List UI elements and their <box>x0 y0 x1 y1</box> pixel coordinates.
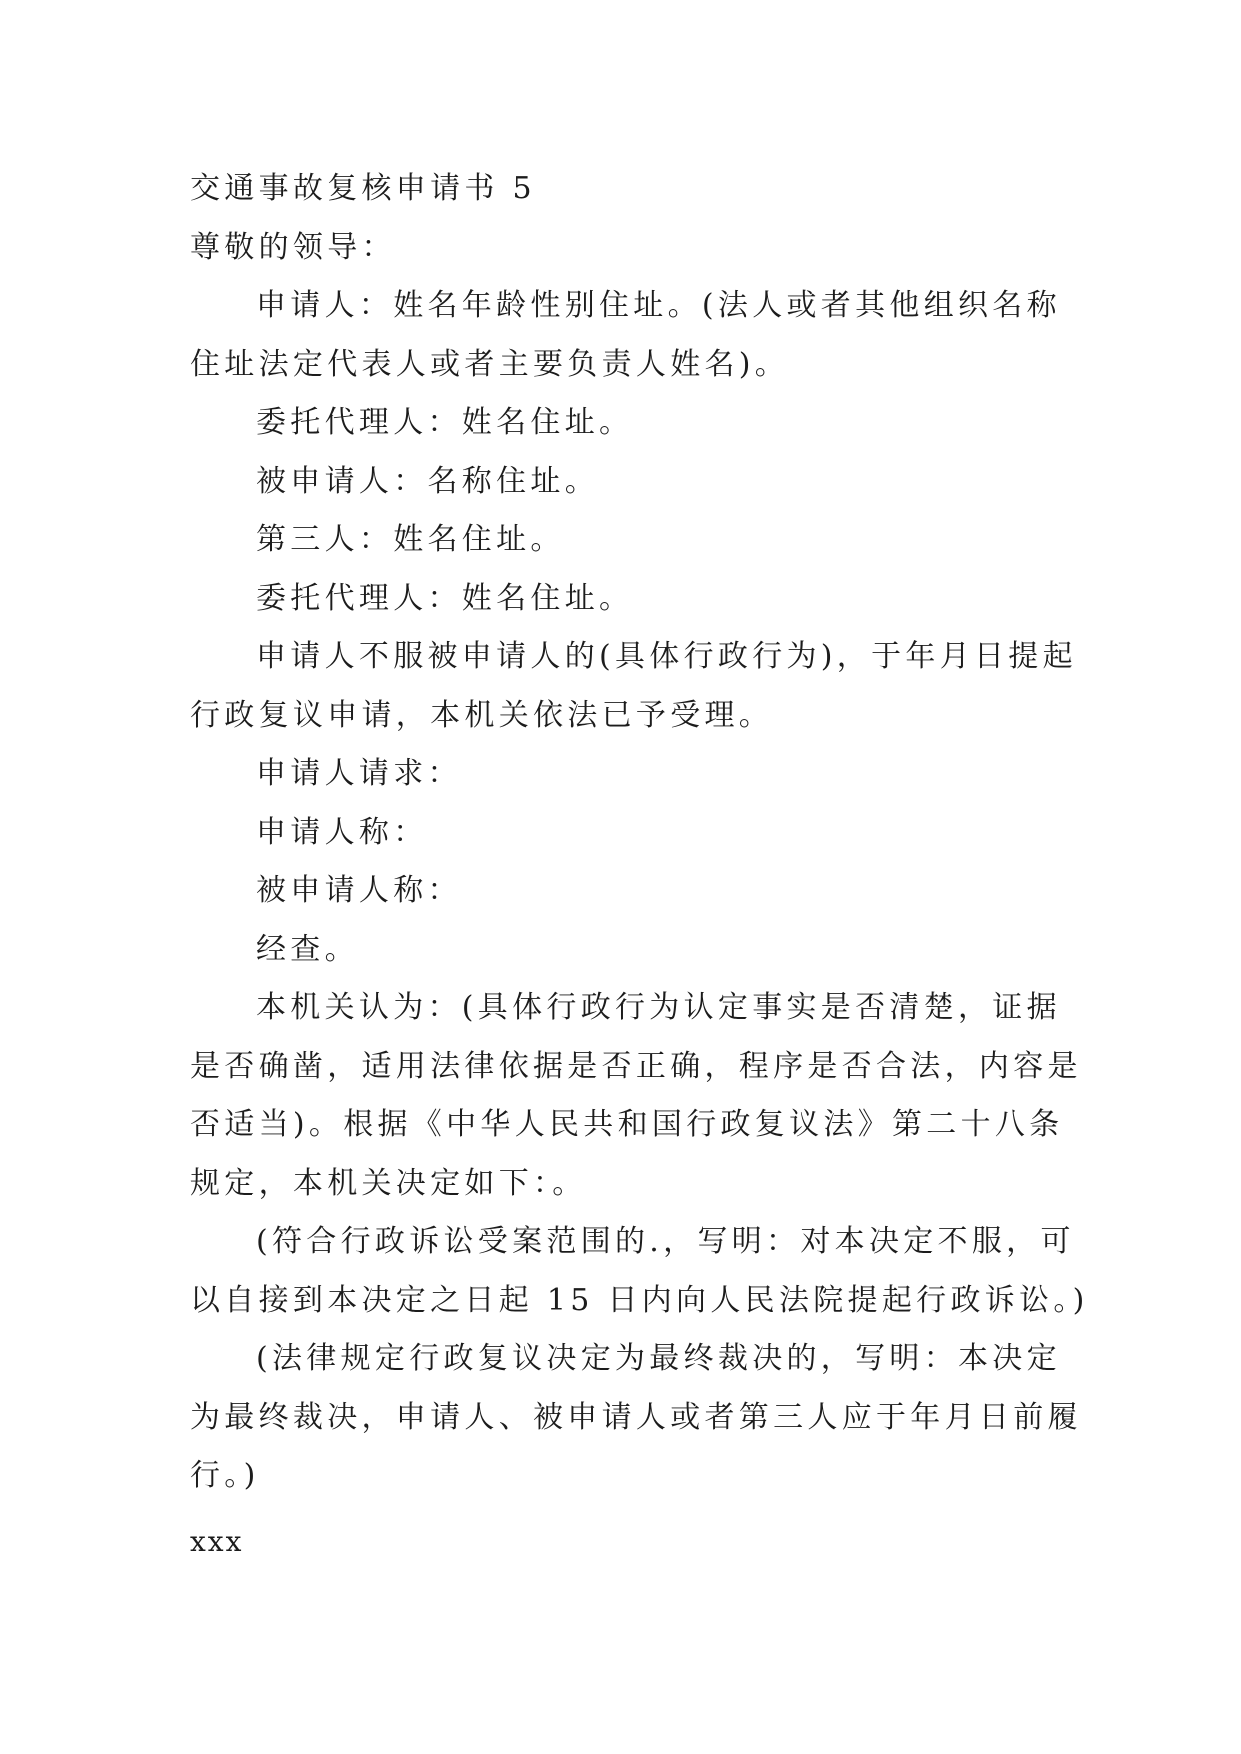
document-title: 交通事故复核申请书 5 <box>190 171 536 206</box>
third-party-line: 第三人：姓名住址。 <box>256 522 565 557</box>
agent-line: 委托代理人：姓名住址。 <box>256 405 634 440</box>
applicant-request-line: 申请人请求： <box>256 756 462 791</box>
document-body <box>190 160 1089 1562</box>
respondent-statement-line: 被申请人称： <box>256 873 462 908</box>
respondent-line: 被申请人：名称住址。 <box>256 463 599 499</box>
salutation: 尊敬的领导： <box>190 229 396 265</box>
signature: xxx <box>190 1524 244 1558</box>
litigation-note-line-1: (符合行政诉讼受案范围的.，写明：对本决定不服，可 <box>256 1224 1075 1259</box>
final-ruling-line-1: (法律规定行政复议决定为最终裁决的，写明：本决定 <box>256 1341 1061 1376</box>
applicant-statement-line: 申请人称： <box>256 814 428 850</box>
final-ruling-line-2: 为最终裁决，申请人、被申请人或者第三人应于年月日前履 <box>190 1399 1082 1435</box>
final-ruling-line-3: 行。) <box>190 1458 260 1493</box>
opinion-line-4: 规定，本机关决定如下：。 <box>190 1165 587 1201</box>
opinion-line-1: 本机关认为：(具体行政行为认定事实是否清楚，证据 <box>256 990 1061 1025</box>
agent-line-2: 委托代理人：姓名住址。 <box>256 580 634 616</box>
opinion-line-3: 否适当)。根据《中华人民共和国行政复议法》第二十八条 <box>190 1107 1064 1142</box>
case-line-1: 申请人不服被申请人的(具体行政行为)，于年月日提起 <box>256 639 1077 674</box>
case-line-2: 行政复议申请，本机关依法已予受理。 <box>190 697 774 733</box>
applicant-line-2: 住址法定代表人或者主要负责人姓名)。 <box>190 346 790 382</box>
opinion-line-2: 是否确凿，适用法律依据是否正确，程序是否合法，内容是 <box>190 1048 1082 1084</box>
investigation-line: 经查。 <box>256 931 359 967</box>
litigation-note-line-2: 以自接到本决定之日起 15 日内向人民法院提起行政诉讼。) <box>190 1282 1089 1318</box>
applicant-line-1: 申请人：姓名年龄性别住址。(法人或者其他组织名称 <box>256 288 1061 323</box>
